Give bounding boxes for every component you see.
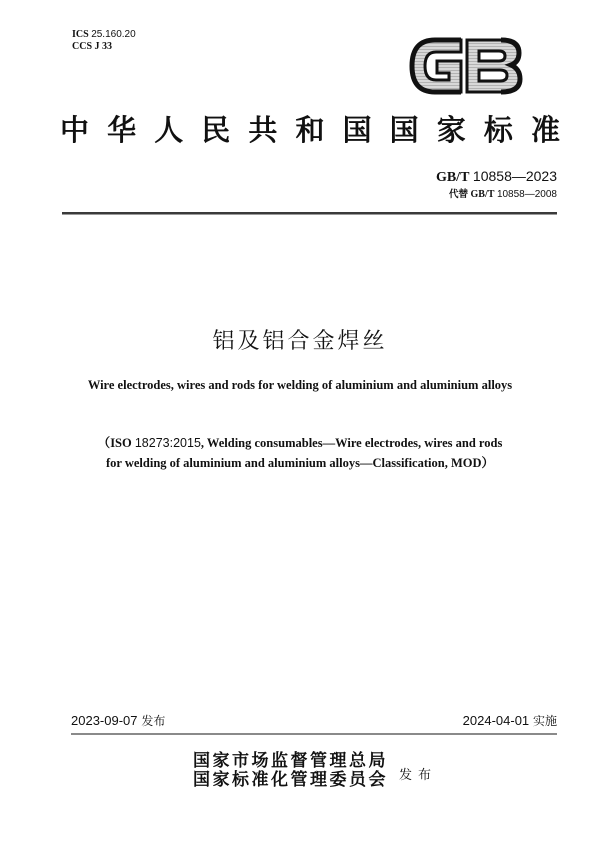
ics-label: ICS [72, 29, 89, 40]
document-title-chinese: 铝及铝合金焊丝 [212, 329, 388, 354]
ccs-label: CCS [72, 41, 93, 52]
title-char: 标 [483, 113, 513, 147]
replaces-standard [449, 186, 557, 200]
national-standard-title [60, 110, 560, 150]
title-char: 和 [295, 113, 325, 147]
ics-value: 25.160.20 [91, 29, 136, 40]
title-char: 华 [107, 113, 137, 147]
issuer-samr: 国家市场监督管理总局 [193, 751, 388, 771]
title-char: 中 [60, 113, 90, 147]
title-char: 准 [530, 113, 560, 147]
title-char: 人 [154, 113, 184, 147]
title-char: 国 [342, 113, 372, 147]
document-title-english: Wire electrodes, wires and rods for welding of aluminium and aluminium alloys [87, 378, 513, 392]
ccs-code [72, 41, 136, 53]
classification-codes [72, 29, 136, 53]
publish-label: 发布 [399, 768, 438, 783]
gb-logo-icon [409, 37, 523, 95]
standard-code: 10858—2023 [472, 168, 557, 184]
implement-date-value: 2024-04-01 [462, 713, 530, 728]
replaces-code: 10858—2008 [496, 189, 557, 200]
title-char: 民 [201, 113, 231, 147]
issuer-sac: 国家标准化管理委员会 [193, 770, 388, 790]
footer-divider [71, 733, 557, 735]
issuing-authorities [193, 752, 388, 790]
iso-title-part-1: , Welding consumables—Wire electrodes, wires and rods [200, 436, 503, 450]
iso-title-part-2: for welding of aluminium and aluminium alloys—Classification, MOD [105, 456, 482, 470]
iso-reference-line-2 [0, 453, 600, 473]
ccs-value: J 33 [94, 41, 113, 52]
standard-prefix: GB/T [435, 170, 470, 185]
title-char: 共 [248, 113, 278, 147]
replaces-label: 代替 [449, 189, 469, 200]
close-paren: ） [481, 456, 495, 470]
issue-date [71, 713, 165, 729]
ics-code [72, 29, 136, 41]
issue-date-value: 2023-09-07 [71, 713, 138, 728]
header-divider [62, 212, 557, 215]
implement-date-label: 实施 [532, 714, 557, 728]
standard-number [436, 168, 557, 186]
implement-date [463, 713, 557, 729]
dates-row [71, 713, 557, 729]
iso-number: 18273:2015 [134, 436, 201, 450]
title-char: 家 [436, 113, 466, 147]
open-paren: （ [97, 436, 111, 450]
iso-reference [0, 433, 600, 473]
iso-label: ISO [110, 436, 132, 450]
iso-reference-line-1 [0, 433, 600, 453]
issue-date-label: 发布 [141, 714, 166, 728]
replaces-prefix: GB/T [470, 189, 495, 200]
title-char: 国 [389, 113, 419, 147]
